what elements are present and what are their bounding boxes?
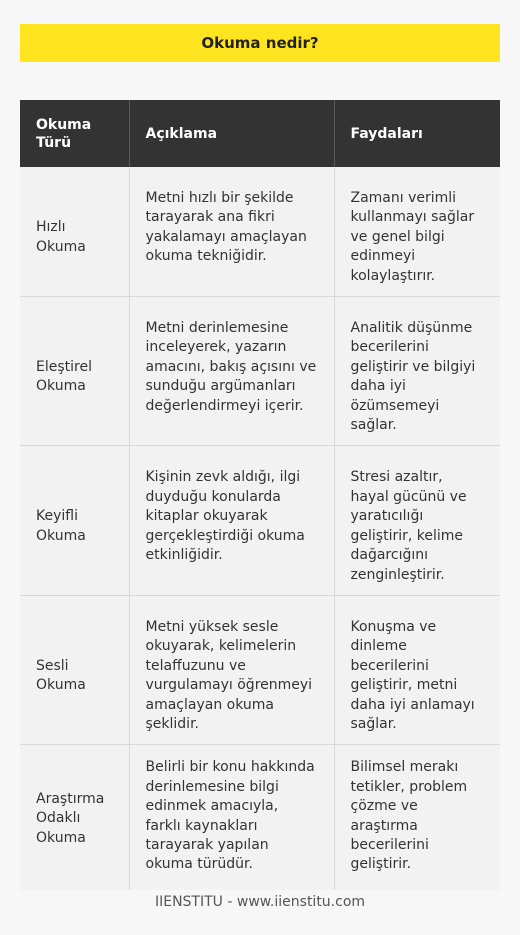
title-banner: [20, 24, 500, 62]
header-benefits: Faydaları: [334, 100, 500, 167]
benefits-cell: Zamanı verimli kullanmayı sağlar ve genel bilgi edinmeyi kolaylaştırır.: [334, 167, 500, 297]
table-header-row: [20, 100, 500, 167]
description-cell: Metni derinlemesine inceleyerek, yazarın amacını, bakış açısını ve sunduğu argümanları değerlendirmeyi içerir.: [129, 297, 334, 446]
description-cell: Metni hızlı bir şekilde tarayarak ana fikri yakalamayı amaçlayan okuma tekniğidir.: [129, 167, 334, 297]
header-description: Açıklama: [129, 100, 334, 167]
header-type: Okuma Türü: [20, 100, 129, 167]
benefits-cell: Konuşma ve dinleme becerilerini geliştirir, metni daha iyi anlamayı sağlar.: [334, 595, 500, 744]
description-cell: Metni yüksek sesle okuyarak, kelimelerin telaffuzunu ve vurgulamayı öğrenmeyi amaçlayan okuma şeklidir.: [129, 595, 334, 744]
reading-types-table: [20, 100, 500, 890]
type-cell: Hızlı Okuma: [20, 167, 129, 297]
table-row: [20, 745, 500, 890]
type-cell: Keyifli Okuma: [20, 446, 129, 595]
description-cell: Belirli bir konu hakkında derinlemesine bilgi edinmek amacıyla, farklı kaynakları tarayarak yapılan okuma türüdür.: [129, 745, 334, 890]
description-cell: Kişinin zevk aldığı, ilgi duyduğu konularda kitaplar okuyarak gerçekleştirdiği okuma etkinliğidir.: [129, 446, 334, 595]
table-row: [20, 167, 500, 297]
benefits-cell: Stresi azaltır, hayal gücünü ve yaratıcılığı geliştirir, kelime dağarcığını zenginleştirir.: [334, 446, 500, 595]
page-title: Okuma nedir?: [201, 34, 319, 52]
type-cell: Eleştirel Okuma: [20, 297, 129, 446]
table-row: [20, 297, 500, 446]
type-cell: Sesli Okuma: [20, 595, 129, 744]
benefits-cell: Analitik düşünme becerilerini geliştirir ve bilgiyi daha iyi özümsemeyi sağlar.: [334, 297, 500, 446]
footer-credit: IIENSTITU - www.iienstitu.com: [154, 894, 366, 910]
benefits-cell: Bilimsel merakı tetikler, problem çözme ve araştırma becerilerini geliştirir.: [350, 759, 468, 873]
type-cell: Araştırma Odaklı Okuma: [20, 745, 129, 890]
table-row: [20, 595, 500, 744]
table-row: [20, 446, 500, 595]
